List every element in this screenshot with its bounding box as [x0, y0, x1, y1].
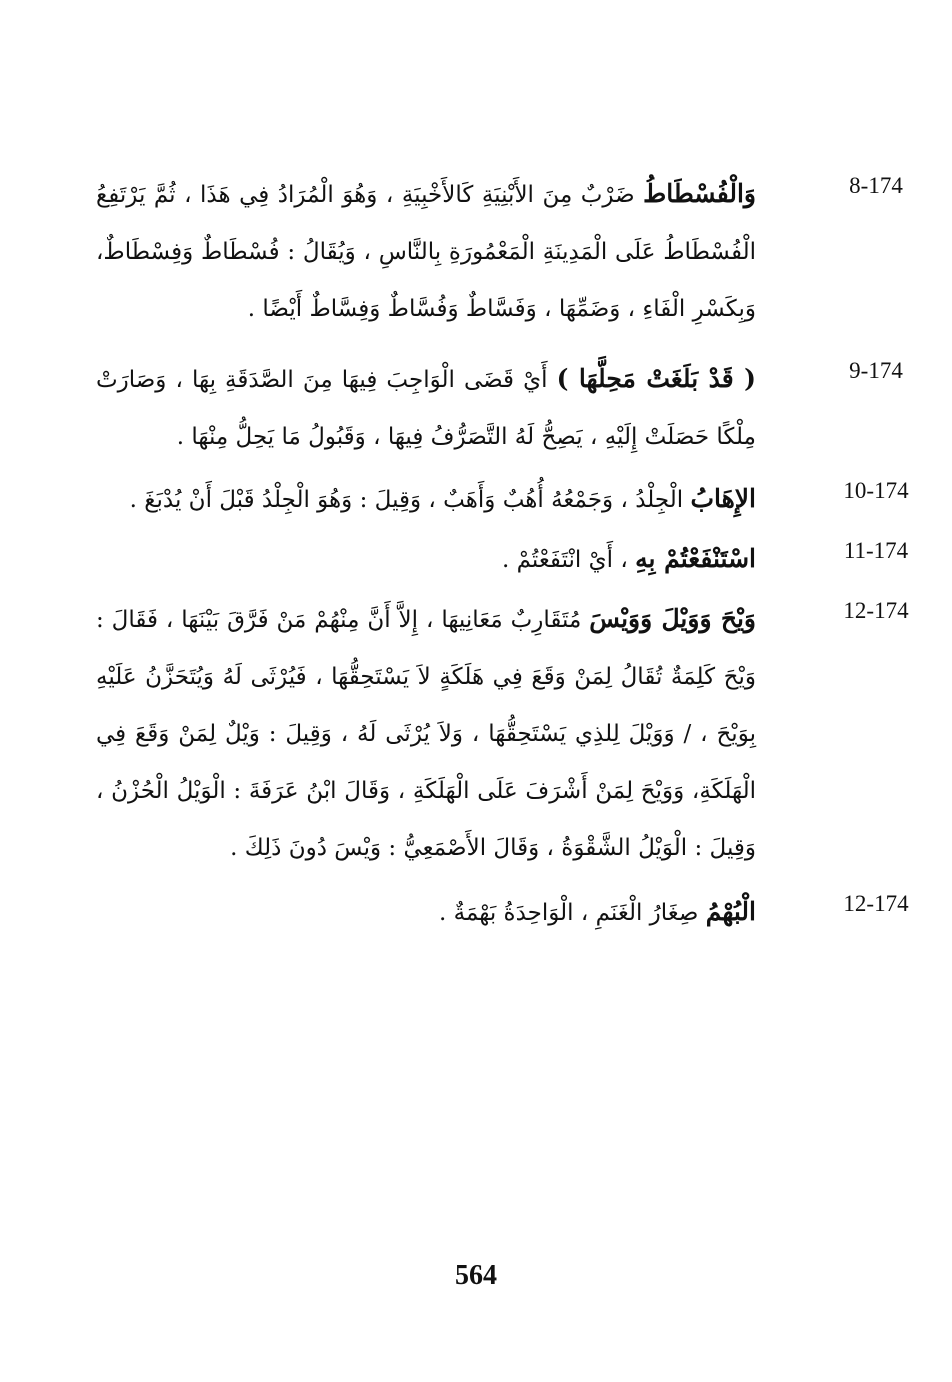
entry-headword: الْبُهْمُ	[705, 897, 756, 926]
entry-definition: أَيْ قَضَى الْوَاجِبَ فِيهَا مِنَ الصَّدَقَةِ بِهَا ، وَصَارَتْ مِلْكًا حَصَلَتْ إِلَيْهِ ، يَصِحُّ لَهُ التَّصَرُّفُ فِيهَا ، وَقَبُولُ مَا يَحِلُّ مِنْهَا .	[96, 367, 756, 450]
entry-text	[96, 350, 756, 466]
entry-text	[96, 590, 756, 877]
entry-text	[96, 530, 756, 589]
entry-headword: وَيْحَ وَوَيْلَ وَوَيْسَ	[589, 604, 757, 633]
entry-reference: 10-174	[843, 478, 909, 503]
entry-text	[96, 883, 756, 942]
entry-definition: الْجِلْدُ ، وَجَمْعُهُ أُهُبٌ وَأَهَبٌ ، وَقِيلَ : وَهُوَ الْجِلْدُ قَبْلَ أَنْ يُدْبَغَ .	[129, 487, 691, 513]
entry-headword: الإِهَابُ	[690, 484, 756, 513]
entry-definition: ضَرْبٌ مِنَ الأَبْنِيَةِ كَالأَخْبِيَةِ ، وَهُوَ الْمُرَادُ فِي هَذَا ، ثُمَّ يَرْتَفِعُ الْفُسْطَاطُ عَلَى الْمَدِينَةِ الْمَعْمُورَةِ بِالنَّاسِ ، وَيُقَالُ : فُسْطَاطٌ وَفِسْطَاطٌ، وَبِكَسْرِ الْفَاءِ ، وَضَمِّهَا ، وَفَسَّاطٌ وَفُسَّاطٌ وَفِسَّاطٌ أَيْضًا .	[96, 182, 756, 322]
entry-definition: مُتَقَارِبٌ مَعَانِيهَا ، إِلاَّ أَنَّ مِنْهُمْ مَنْ فَرَّقَ بَيْنَهَا ، فَقَالَ : وَيْحَ كَلِمَةٌ تُقَالُ لِمَنْ وَقَعَ فِي هَلَكَةٍ لاَ يَسْتَحِقُّهَا ، فَيُرْثَى لَهُ وَيُتَحَزَّنُ عَلَيْهِ بِوَيْحَ ، / وَوَيْلَ لِلذِي يَسْتَحِقُّهَا ، وَلاَ يُرْثَى لَهُ ، وَقِيلَ : وَيْلٌ لِمَنْ وَقَعَ فِي الْهَلَكَةِ، وَوَيْحَ لِمَنْ أَشْرَفَ عَلَى الْهَلَكَةِ ، وَقَالَ ابْنُ عَرَفَةَ : الْوَيْلُ الْحُزْنُ ، وَقِيلَ : الْوَيْلُ الشَّقْوَةُ ، وَقَالَ الأَصْمَعِيُّ : وَيْسَ دُونَ ذَلِكَ .	[96, 607, 756, 861]
entry-reference: 11-174	[843, 538, 909, 563]
entry-definition: صِغَارُ الْغَنَمِ ، الْوَاحِدَةُ بَهْمَةٌ .	[438, 900, 706, 926]
entry-headword: ( قَدْ بَلَغَتْ مَحِلَّهَا )	[556, 364, 756, 393]
entry-text	[96, 470, 756, 529]
entry-reference: 8-174	[849, 173, 903, 198]
page-number: 564	[455, 1260, 497, 1291]
entry-definition: ، أَيْ انْتَفَعْتُمْ .	[501, 547, 636, 573]
entry-headword: وَالْفُسْطَاطُ	[643, 179, 756, 208]
entry-text	[96, 165, 756, 338]
entry-reference: 12-174	[843, 598, 909, 623]
entry-reference: 12-174	[843, 891, 909, 916]
entry-headword: اسْتَنْفَعْتُمْ بِهِ	[635, 544, 756, 573]
entry-reference: 9-174	[849, 358, 903, 383]
